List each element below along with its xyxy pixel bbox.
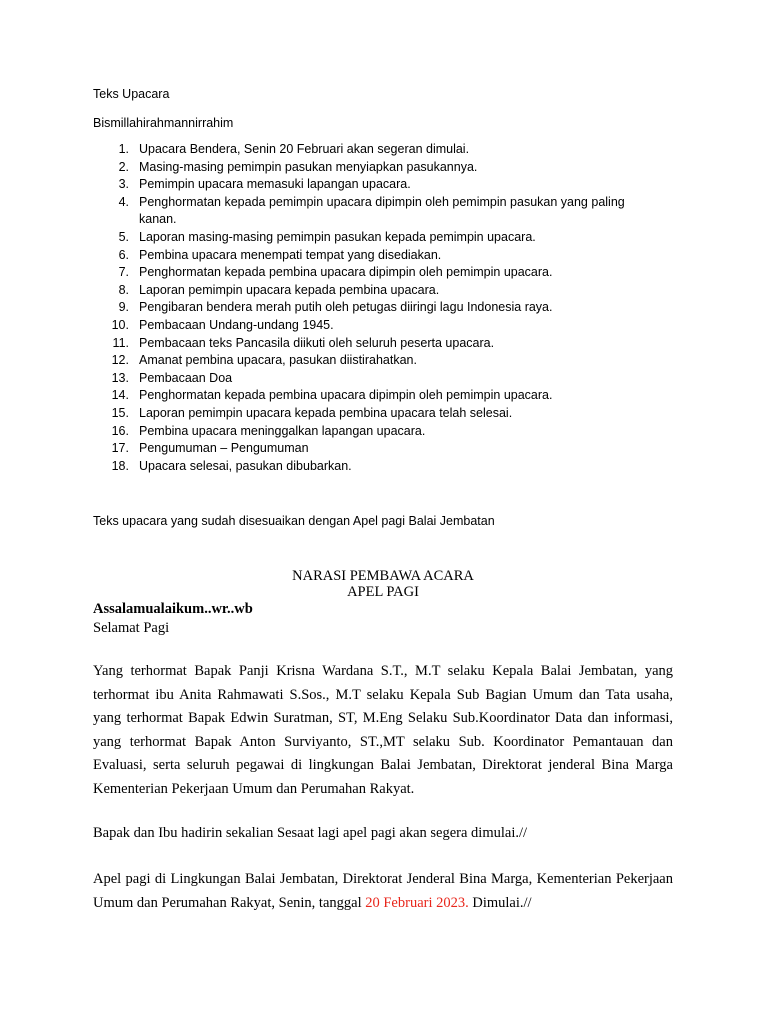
list-item-text: Pemimpin upacara memasuki lapangan upacara. — [139, 177, 411, 192]
list-item-number: 1. — [118, 142, 129, 156]
list-item — [93, 299, 663, 317]
list-item-number: 10. — [111, 317, 129, 332]
narasi-title — [93, 568, 673, 600]
greeting-pagi: Selamat Pagi — [93, 620, 170, 636]
list-item — [93, 176, 663, 194]
list-item-number: 13. — [111, 370, 129, 385]
list-item-text: Upacara selesai, pasukan dibubarkan. — [139, 458, 352, 473]
list-item-text: Amanat pembina upacara, pasukan diistirahatkan. — [139, 353, 417, 368]
list-item — [93, 317, 663, 335]
list-item-number: 12. — [111, 353, 129, 368]
list-item-text: Laporan pemimpin upacara kepada pembina upacara telah selesai. — [139, 405, 513, 420]
narasi-title-line1: NARASI PEMBAWA ACARA — [292, 568, 474, 584]
list-item-text: Pembacaan teks Pancasila diikuti oleh seluruh peserta upacara. — [139, 335, 495, 350]
list-item-number: 5. — [118, 229, 129, 244]
list-item-number: 18. — [111, 458, 129, 473]
list-item — [93, 194, 663, 229]
paragraph-honorifics: Yang terhormat Bapak Panji Krisna Wardana S.T., M.T selaku Kepala Balai Jembatan, yang terhormat ibu Anita Rahmawati S.Sos., M.T selaku Kepala Sub Bagian Umum dan Tata usaha, yang terhormat Bapak Edwin Suratman, ST, M.Eng Selaku Sub.Koordinator Data dan informasi, yang terhormat Bapak Anton Surviyanto, ST.,MT selaku Sub. Koordinator Pemantauan dan Evaluasi, serta seluruh pegawai di lingkungan Balai Jembatan, Direktorat jenderal Bina Marga Kementerian Pekerjaan Umum dan Perumahan Rakyat. — [93, 663, 673, 797]
list-item — [93, 141, 663, 159]
list-item-text: Laporan masing-masing pemimpin pasukan kepada pemimpin upacara. — [139, 229, 536, 244]
list-item-text: Masing-masing pemimpin pasukan menyiapkan pasukannya. — [139, 159, 478, 174]
schedule-text: Apel pagi di Lingkungan Balai Jembatan, Direktorat Jenderal Bina Marga, Kementerian Pekerjaan Umum dan Perumahan Rakyat, Senin, tanggal — [93, 871, 673, 911]
paragraph-opening: Bapak dan Ibu hadirin sekalian Sesaat lagi apel pagi akan segera dimulai.// — [93, 825, 528, 841]
document-title: Teks Upacara — [93, 87, 170, 101]
greeting: Assalamualaikum..wr..wb — [93, 601, 253, 617]
list-item — [93, 247, 663, 265]
list-item-number: 2. — [118, 159, 129, 174]
list-item-number: 17. — [111, 441, 129, 456]
list-item — [93, 335, 663, 353]
schedule-date: 20 Februari 2023. — [365, 894, 469, 911]
list-item — [93, 159, 663, 177]
schedule-end: Dimulai.// — [468, 894, 532, 911]
list-item-text: Penghormatan kepada pembina upacara dipimpin oleh pemimpin upacara. — [139, 265, 553, 280]
list-item — [93, 282, 663, 300]
list-item — [93, 387, 663, 405]
list-item — [93, 423, 663, 441]
list-item-text: Penghormatan kepada pembina upacara dipimpin oleh pemimpin upacara. — [139, 388, 553, 403]
list-item-text: Laporan pemimpin upacara kepada pembina upacara. — [139, 282, 440, 297]
list-item-number: 9. — [118, 300, 129, 315]
list-item-number: 3. — [118, 177, 129, 192]
list-item-number: 4. — [118, 194, 129, 209]
list-item-number: 11. — [112, 335, 129, 350]
list-item-number: 8. — [118, 282, 129, 297]
list-item — [93, 458, 663, 476]
list-item-text: Pengibaran bendera merah putih oleh petugas diiringi lagu Indonesia raya. — [139, 300, 553, 315]
list-item-text: Pembacaan Doa — [139, 370, 233, 385]
list-item-text: Penghormatan kepada pemimpin upacara dipimpin oleh pemimpin pasukan yang paling kanan. — [139, 194, 625, 227]
narasi-title-line2: APEL PAGI — [347, 584, 419, 600]
list-item — [93, 229, 663, 247]
bismillah-line: Bismillahirahmannirrahim — [93, 116, 234, 130]
subheading: Teks upacara yang sudah disesuaikan dengan Apel pagi Balai Jembatan — [93, 514, 495, 528]
list-item-text: Upacara Bendera, Senin 20 Februari akan segeran dimulai. — [139, 142, 470, 156]
list-item-text: Pembina upacara menempati tempat yang disediakan. — [139, 247, 442, 262]
list-item — [93, 440, 663, 458]
list-item-text: Pembacaan Undang-undang 1945. — [139, 317, 334, 332]
list-item — [93, 264, 663, 282]
list-item-number: 15. — [111, 405, 129, 420]
ceremony-steps-list — [93, 141, 663, 475]
list-item-number: 7. — [118, 265, 129, 280]
list-item-number: 6. — [118, 247, 129, 262]
paragraph-schedule — [93, 868, 673, 915]
list-item — [93, 405, 663, 423]
list-item-number: 14. — [111, 388, 129, 403]
list-item — [93, 370, 663, 388]
list-item-text: Pembina upacara meninggalkan lapangan upacara. — [139, 423, 426, 438]
list-item-number: 16. — [111, 423, 129, 438]
list-item-text: Pengumuman – Pengumuman — [139, 441, 309, 456]
list-item — [93, 352, 663, 370]
